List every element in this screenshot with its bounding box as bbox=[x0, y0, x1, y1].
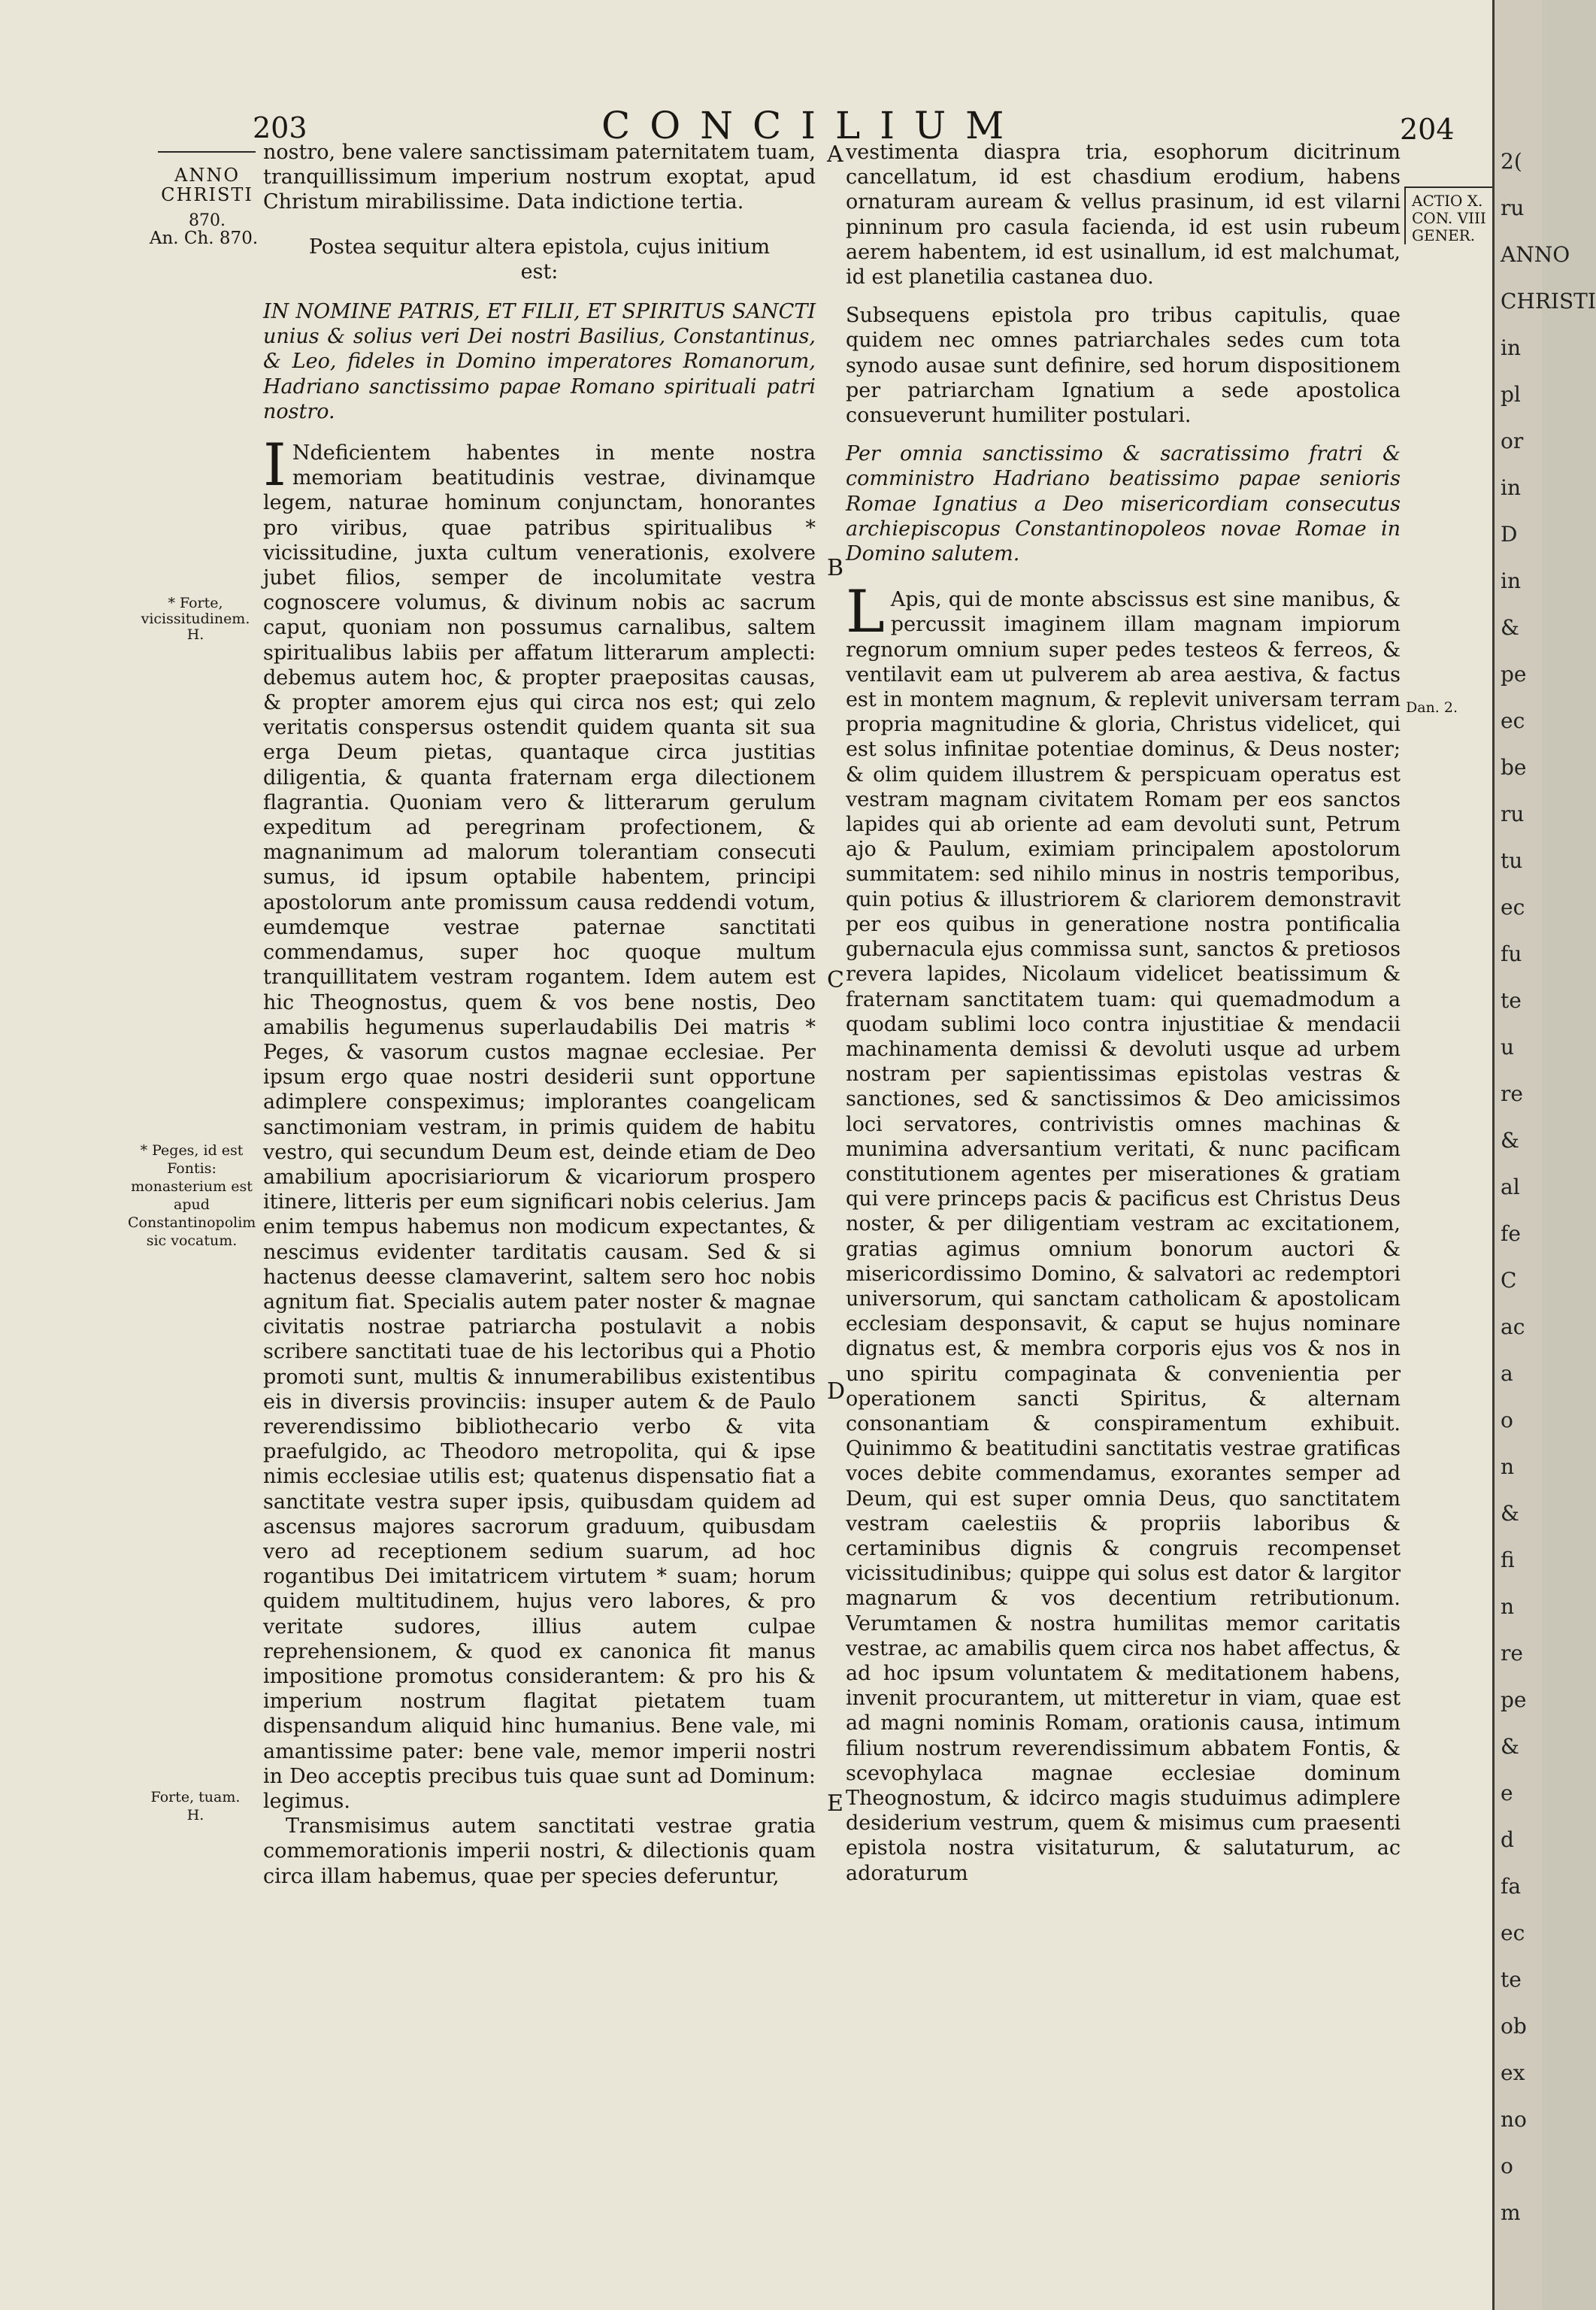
next-page-fragment: CHRISTI bbox=[1501, 289, 1596, 314]
next-page-fragment: tu bbox=[1501, 848, 1523, 873]
next-page-fragment: & bbox=[1501, 615, 1519, 640]
margin-note-peges: * Peges, id est Fontis: monasterium est apud Constantinopolim sic vocatum. bbox=[128, 1142, 256, 1249]
next-page-fragment: fa bbox=[1501, 1874, 1522, 1899]
next-page-fragment: n bbox=[1501, 1594, 1515, 1619]
page-number-left: 203 bbox=[253, 111, 307, 144]
page-number-right: 204 bbox=[1400, 113, 1455, 146]
next-page-fragment: te bbox=[1501, 1967, 1522, 1992]
next-page-fragment: fu bbox=[1501, 941, 1522, 966]
next-page-fragment: d bbox=[1501, 1827, 1514, 1852]
left-opening-paragraph: nostro, bene valere sanctissimam paternitatem tuam, tranquillissimum imperium nostrum exoptat, apud Christum mirabilissime. Data indictione tertia. bbox=[263, 141, 816, 214]
next-page-fragment: fe bbox=[1501, 1221, 1521, 1246]
next-page-fragment: ru bbox=[1501, 196, 1525, 220]
running-title: CONCILIUM bbox=[601, 104, 1024, 147]
dropcap-i: I bbox=[263, 432, 286, 500]
right-body-paragraph bbox=[846, 578, 1401, 1886]
section-letter-d: D bbox=[827, 1378, 846, 1405]
dropcap-l: L bbox=[846, 578, 885, 647]
left-closing-paragraph: Transmisimus autem sanctitati vestrae gratia commemorationis imperii nostri, & dilectionis quam circa illam habemus, quae per species deferuntur, bbox=[263, 1814, 816, 1888]
next-page-fragment: o bbox=[1501, 1408, 1513, 1432]
next-page-fragment: in bbox=[1501, 335, 1521, 360]
next-page-fragment: no bbox=[1501, 2107, 1527, 2132]
left-body-paragraph bbox=[263, 432, 816, 1814]
epistle-heading: IN NOMINE PATRIS, ET FILII, ET SPIRITUS SANCTI unius & solius veri Dei nostri Basilius, Constantinus, & Leo, fideles in Domino imperatores Romanorum, Hadriano sanctissimo papae Romano spirituali patri nostro. bbox=[263, 300, 816, 423]
section-letter-b: B bbox=[827, 555, 844, 581]
next-page-fragment: pe bbox=[1501, 662, 1527, 687]
section-letter-a: A bbox=[827, 141, 843, 168]
next-page-fragment: a bbox=[1501, 1361, 1513, 1386]
next-page-fragment: re bbox=[1501, 1081, 1523, 1106]
next-page-fragment: in bbox=[1501, 568, 1521, 593]
margin-note-forte-tuam: Forte, tuam. H. bbox=[150, 1789, 241, 1823]
next-page-fragment: ANNO bbox=[1501, 242, 1570, 267]
margin-an-ch: An. Ch. 870. bbox=[149, 229, 259, 248]
next-page-fragment: 2( bbox=[1501, 149, 1522, 174]
next-page-fragment: & bbox=[1501, 1128, 1519, 1153]
next-page-fragment: D bbox=[1501, 522, 1518, 547]
section-letter-c: C bbox=[827, 967, 844, 993]
next-page-fragment: ec bbox=[1501, 895, 1525, 920]
margin-actio-label: ACTIO X. CON. VIII GENER. bbox=[1404, 186, 1498, 244]
left-column bbox=[263, 140, 816, 1889]
next-page-fragment: ec bbox=[1501, 1920, 1525, 1945]
next-page-fragment: re bbox=[1501, 1641, 1523, 1666]
right-opening-paragraph: vestimenta diaspra tria, esophorum dicitrinum cancellatum, id est chasdium erodium, habens ornaturam auream & vellus prasinum, id est vilarni pinninum pro casula facienda, id est usin rubeum aerem habentem, id est usinallum, id est malchumat, id est planetilia castanea duo. bbox=[846, 141, 1401, 290]
next-page-fragment: pl bbox=[1501, 382, 1521, 407]
next-page-fragment: ex bbox=[1501, 2060, 1525, 2085]
next-page-fragment: pe bbox=[1501, 1687, 1527, 1712]
left-body-text: Ndeficientem habentes in mente nostra memoriam beatitudinis vestrae, divinamque legem, naturae hominum conjunctam, honorantes pro viribus, quae patribus spiritualibus * vicissitudine, juxta cultum venerationis, exolvere jubet filios, semper de incolumitate vestra cognoscere volumus, & divinum nobis ac sacrum caput, quoniam non possumus carnalibus, saltem spiritualibus labiis per affatum litterarum amplecti: debemus autem hoc, & propter praepositas causas, & propter amorem ejus qui circa nos est; qui zelo veritatis conspersus ostendit quidem quanta sit sua erga Deum pietas, quantaque circa justitias diligentia, & quanta fraternam erga dilectionem flagrantia. Quoniam vero & litterarum gerulum expeditum ad peregrinam profectionem, & magnanimum ad malorum tolerantiam consecuti sumus, id ipsum optabile habentem, principi apostolorum ante promissum causa reddendi votum, eumdemque vestrae paternae sanctitati commendamus, super hoc quoque multum tranquillitatem vestram rogantem. Idem autem est hic Theognostus, quem & vos bene nostis, Deo amabilis hegumenus superlaudabilis Dei matris * Peges, & vasorum custos magnae ecclesiae. Per ipsum ergo quae nostri desiderii sunt opportune adimplere conspeximus; implorantes coangelicam sanctimoniam vestram, in primis quidem de habitu vestro, qui secundum Deum est, deinde etiam de Deo amabilium apocrisiariorum & vicariorum prospero itinere, litteris per eum significari nobis celerius. Jam enim tempus habemus non modicum expectantes, & nescimus evidenter tarditatis causam. Sed & si hactenus deesse clamaverint, saltem sero hoc nobis agnitum fiat. Specialis autem pater noster & magnae civitatis nostrae patriarcha postulavit a nobis scribere sanctitati tuae de his lectoribus qui a Photio promoti sunt, multis & innumerabilibus existentibus eis in diversis provinciis: insuper autem & de Paulo reverendissimo bibliothecario verbo & vita praefulgido, ac Theodoro metropolita, qui & ipse nimis ecclesiae utilis est; quatenus dispensatio fiat a sanctitate vestra super ipsis, quibusdam quidem ad ascensus majores sacrorum graduum, quibusdam vero ad receptionem sedium suarum, ad hoc rogantibus Dei imitatricem virtutem * suam; horum quidem multitudinem, hujus vero labores, & pro veritate sudores, illius autem culpae reprehensionem, & quod ex canonica fit manus impositione promotus considerantem: & pro his & imperium nostrum flagitat pietatem tuam dispensandum aliquid hinc humanius. Bene vale, mi amantissime pater: bene vale, memor imperii nostri in Deo acceptis precibus tuis quae sunt ad Dominum: legimus. bbox=[263, 441, 816, 1813]
next-page-fragment: ob bbox=[1501, 2014, 1527, 2039]
margin-anno-christi: ANNO CHRISTI bbox=[161, 165, 253, 205]
next-page-fragment: m bbox=[1501, 2200, 1521, 2225]
next-page-fragment: & bbox=[1501, 1734, 1519, 1759]
section-letter-e: E bbox=[827, 1790, 843, 1817]
next-page-edge bbox=[1492, 0, 1596, 2310]
margin-rule bbox=[158, 151, 256, 153]
next-page-fragment: te bbox=[1501, 988, 1522, 1013]
next-page-fragment: u bbox=[1501, 1035, 1515, 1060]
next-page-fragment: n bbox=[1501, 1454, 1515, 1479]
next-page-fragment: or bbox=[1501, 429, 1524, 453]
next-page-fragment: ac bbox=[1501, 1314, 1525, 1339]
salutation-address: Per omnia sanctissimo & sacratissimo fratri & comministro Hadriano beatissimo papae senioris Romae Ignatius a Deo misericordiam consecutus archiepiscopus Constantinopoleos novae Romae in Domino salutem. bbox=[846, 442, 1401, 566]
next-page-fragment: al bbox=[1501, 1175, 1520, 1199]
next-page-fragment: fi bbox=[1501, 1548, 1515, 1572]
margin-anno-year: 870. bbox=[189, 211, 226, 230]
next-page-fragment: C bbox=[1501, 1268, 1517, 1293]
next-page-fragment: in bbox=[1501, 475, 1521, 500]
right-column bbox=[846, 140, 1401, 1886]
right-body-text: Apis, qui de monte abscissus est sine manibus, & percussit imaginem illam magnam impiorum regnorum omnium super pedes testeos & ferreos, & ventilavit eam ut pulverem ab area aestiva, & factus est in montem magnum, & replevit universam terram propria magnitudine & gloria, Christus videlicet, qui est solus infinitae potentiae dominus, & Deus noster; & olim quidem illustrem & perspicuam operatus est vestram magnam civitatem Romam per eos sanctos lapides qui ab oriente ad eam devoluti sunt, Petrum ajo & Paulum, eximiam principalem apostolorum summitatem: sed nihilo minus in nostris temporibus, quin potius & illustriorem & clariorem demonstravit per eos quibus in generatione nostra pontificalia gubernacula ejus commissa sunt, sanctos & pretiosos revera lapides, Nicolaum videlicet beatissimum & fraternam sanctitatem tuam: qui quemadmodum a quodam sublimi loco contra injustitiae & mendacii machinamenta demissi & devoluti usque ad urbem nostram per sapientissimas epistolas vestras & sanctiones, sed & sanctissimos & Deo amicissimos loci servatores, contrivistis omnes machinas & munimina adversantium veritati, & nunc pacificam constitutionem agentes per miserationes & gratiam qui vere princeps pacis & pacificus est Christus Deus noster, & per diligentiam vestram ac excitationem, gratias agimus omnium bonorum auctori & misericordissimo Domino, & salvatori ac redemptori universorum, qui sanctam catholicam & apostolicam ecclesiam desponsavit, & caput se hujus nominare dignatus est, & membra corporis ejus vos & nos in uno spiritu compaginata & convenientia per operationem sancti Spiritus, & alternam consonantiam & conspiramentum exhibuit. Quinimmo & beatitudini sanctitatis vestrae gratificas voces debite commendamus, exorantes semper ad Deum, qui est super omnia Deus, quo sanctitatem vestram caelestiis & propriis laboribus & certaminibus dignis & congruis recompenset vicissitudinibus; quippe qui solus est dator & largitor magnarum & vos decentium retributionum. Verumtamen & nostra humilitas memor caritatis vestrae, ac amabilis quem circa nos habet affectus, & ad hoc ipsum voluntatem & meditationem habens, invenit procurantem, ut mitteretur in viam, quae est ad magni nominis Romam, orationis causa, intimum filium nostrum reverendissimum abbatem Fontis, & scevophylaca magnae ecclesiae dominum Theognostum, & idcirco magis studuimus adimplere desiderium vestrum, quem & misimus cum praesenti epistola nostra visitaturum, & salutaturum, ac adoraturum bbox=[846, 588, 1401, 1885]
margin-dan-reference: Dan. 2. bbox=[1406, 699, 1458, 716]
next-page-fragment: o bbox=[1501, 2154, 1513, 2178]
next-page-fragment: be bbox=[1501, 755, 1527, 780]
next-page-fragment: ru bbox=[1501, 802, 1525, 826]
next-page-fragment: ec bbox=[1501, 708, 1525, 733]
next-page-fragment: e bbox=[1501, 1781, 1513, 1805]
margin-note-forte-vicissitudinem: * Forte, vicissitudinem. H. bbox=[141, 595, 250, 643]
subsequens-paragraph: Subsequens epistola pro tribus capitulis, quae quidem nec omnes patriarchales sedes cum tota synodo ausae sunt definire, sed horum dispositionem per patriarcham Ignatium a sede apostolica consueverunt humiliter postulari. bbox=[846, 304, 1401, 428]
left-intro-line: Postea sequitur altera epistola, cujus initium est: bbox=[308, 235, 771, 283]
next-page-fragment: & bbox=[1501, 1501, 1519, 1526]
